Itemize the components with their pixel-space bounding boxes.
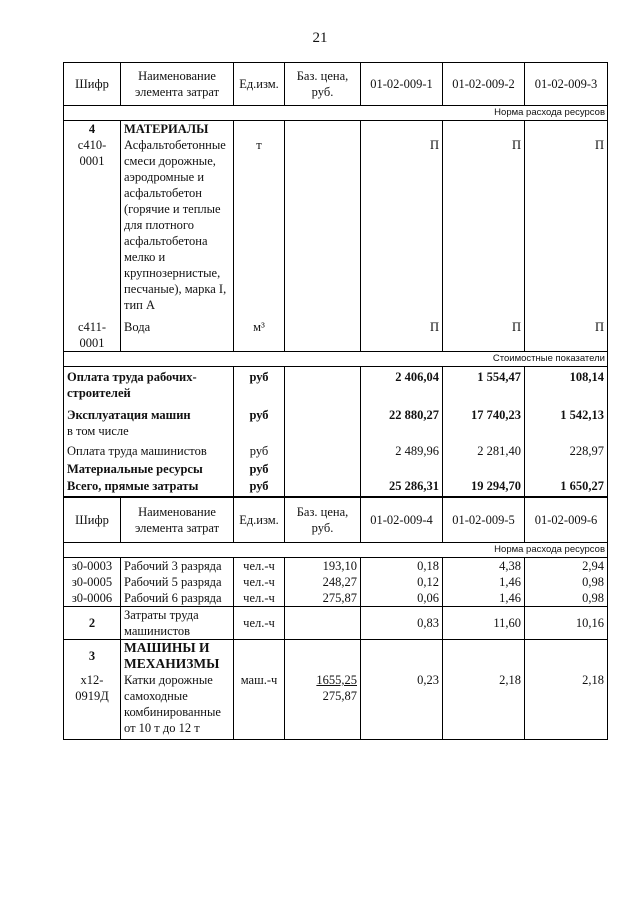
- cost-row-labor: [64, 367, 608, 402]
- norm-band-2: [64, 543, 608, 558]
- header-price: Баз. цена, руб.: [285, 63, 361, 106]
- labor-unit: руб: [234, 367, 285, 402]
- header-row: [64, 63, 608, 106]
- labor-value-2: 1 554,47: [443, 367, 525, 402]
- water-value-2: П: [443, 313, 525, 352]
- material-value-1: П: [361, 137, 443, 313]
- material-row-water: [64, 313, 608, 352]
- material-unit: т: [234, 137, 285, 313]
- header2-code: Шифр: [64, 498, 121, 543]
- machines-value-2: 17 740,23: [443, 401, 525, 439]
- op-labor-number: 2: [64, 607, 121, 640]
- header2-col-6: 01-02-009-6: [525, 498, 608, 543]
- header-col-3: 01-02-009-3: [525, 63, 608, 106]
- norm-label: Норма расхода ресурсов: [64, 106, 608, 121]
- mechanisms-section-row: [64, 640, 608, 673]
- water-code: с411-0001: [64, 313, 121, 352]
- section-number: 4: [64, 121, 121, 138]
- roller-name: Катки дорожные самоходные комбинированные от 10 т до 12 т: [121, 672, 234, 740]
- machines-value-3: 1 542,13: [525, 401, 608, 439]
- worker-code: з0-0005: [64, 574, 121, 590]
- machines-value-1: 22 880,27: [361, 401, 443, 439]
- roller-price: [285, 672, 361, 740]
- water-name: Вода: [121, 313, 234, 352]
- worker-price: 193,10: [285, 558, 361, 575]
- worker-value-3: 0,98: [525, 590, 608, 607]
- header2-unit: Ед.изм.: [234, 498, 285, 543]
- header-col-1: 01-02-009-1: [361, 63, 443, 106]
- operators-value-3: 228,97: [525, 439, 608, 459]
- total-unit: руб: [234, 477, 285, 497]
- worker-unit: чел.-ч: [234, 590, 285, 607]
- materials-section-row: [64, 121, 608, 138]
- roller-price-top: 1655,25: [316, 673, 357, 687]
- mech-title: МАШИНЫ И МЕХАНИЗМЫ: [121, 640, 234, 673]
- roller-price-bottom: 275,87: [322, 689, 357, 703]
- labor-value-1: 2 406,04: [361, 367, 443, 402]
- op-labor-value-2: 11,60: [443, 607, 525, 640]
- worker-value-1: 0,12: [361, 574, 443, 590]
- roller-value-1: 0,23: [361, 672, 443, 740]
- cost-band: [64, 352, 608, 367]
- worker-value-2: 4,38: [443, 558, 525, 575]
- worker-row: [64, 590, 608, 607]
- header2-price: Баз. цена, руб.: [285, 498, 361, 543]
- water-unit: м³: [234, 313, 285, 352]
- operators-value-2: 2 281,40: [443, 439, 525, 459]
- worker-name: Рабочий 6 разряда: [121, 590, 234, 607]
- material-name: Асфальтобетонные смеси дорожные, аэродромные и асфальтобетон (горячие и теплые для плотного асфальтобетона мелко и крупнозернистые, песчаные), марка I, тип А: [121, 137, 234, 313]
- op-labor-name: Затраты труда машинистов: [121, 607, 234, 640]
- operators-value-1: 2 489,96: [361, 439, 443, 459]
- material-value-2: П: [443, 137, 525, 313]
- header2-col-4: 01-02-009-4: [361, 498, 443, 543]
- worker-row: [64, 558, 608, 575]
- cost-row-total: [64, 477, 608, 497]
- labor-label: Оплата труда рабочих- строителей: [64, 367, 234, 402]
- header2-name: Наименование элемента затрат: [121, 498, 234, 543]
- labor-value-3: 108,14: [525, 367, 608, 402]
- worker-value-1: 0,18: [361, 558, 443, 575]
- op-labor-value-3: 10,16: [525, 607, 608, 640]
- cost-row-operators: [64, 439, 608, 459]
- total-label: Всего, прямые затраты: [64, 477, 234, 497]
- worker-name: Рабочий 5 разряда: [121, 574, 234, 590]
- worker-unit: чел.-ч: [234, 558, 285, 575]
- norm-label-2: Норма расхода ресурсов: [64, 543, 608, 558]
- total-value-1: 25 286,31: [361, 477, 443, 497]
- cost-row-machines: [64, 401, 608, 439]
- worker-value-2: 1,46: [443, 574, 525, 590]
- worker-code: з0-0006: [64, 590, 121, 607]
- roller-row: [64, 672, 608, 740]
- section-title: МАТЕРИАЛЫ: [121, 121, 234, 138]
- norms-table-2: [63, 497, 608, 740]
- worker-value-2: 1,46: [443, 590, 525, 607]
- worker-price: 275,87: [285, 590, 361, 607]
- operators-label: Оплата труда машинистов: [64, 439, 234, 459]
- material-row-asphalt: [64, 137, 608, 313]
- header-row-2: [64, 498, 608, 543]
- water-value-1: П: [361, 313, 443, 352]
- mech-number: 3: [64, 640, 121, 673]
- op-labor-unit: чел.-ч: [234, 607, 285, 640]
- header-code: Шифр: [64, 63, 121, 106]
- cost-label: Стоимостные показатели: [64, 352, 608, 367]
- page-number: 21: [312, 30, 328, 46]
- cost-row-materials: [64, 459, 608, 477]
- roller-code: х12-0919Д: [64, 672, 121, 740]
- worker-unit: чел.-ч: [234, 574, 285, 590]
- worker-value-1: 0,06: [361, 590, 443, 607]
- material-code: с410-0001: [64, 137, 121, 313]
- worker-value-3: 0,98: [525, 574, 608, 590]
- worker-name: Рабочий 3 разряда: [121, 558, 234, 575]
- header2-col-5: 01-02-009-5: [443, 498, 525, 543]
- material-value-3: П: [525, 137, 608, 313]
- worker-row: [64, 574, 608, 590]
- materials-label: Материальные ресурсы: [64, 459, 234, 477]
- header-name: Наименование элемента затрат: [121, 63, 234, 106]
- water-value-3: П: [525, 313, 608, 352]
- norms-table-1: [63, 62, 608, 497]
- worker-code: з0-0003: [64, 558, 121, 575]
- machines-label: Эксплуатация машин в том числе: [64, 401, 234, 439]
- roller-value-2: 2,18: [443, 672, 525, 740]
- total-value-2: 19 294,70: [443, 477, 525, 497]
- total-value-3: 1 650,27: [525, 477, 608, 497]
- operators-unit: руб: [234, 439, 285, 459]
- header-col-2: 01-02-009-2: [443, 63, 525, 106]
- norm-band: [64, 106, 608, 121]
- operator-labor-row: [64, 607, 608, 640]
- op-labor-value-1: 0,83: [361, 607, 443, 640]
- roller-unit: маш.-ч: [234, 672, 285, 740]
- machines-unit: руб: [234, 401, 285, 439]
- worker-value-3: 2,94: [525, 558, 608, 575]
- roller-value-3: 2,18: [525, 672, 608, 740]
- materials-unit: руб: [234, 459, 285, 477]
- worker-price: 248,27: [285, 574, 361, 590]
- header-unit: Ед.изм.: [234, 63, 285, 106]
